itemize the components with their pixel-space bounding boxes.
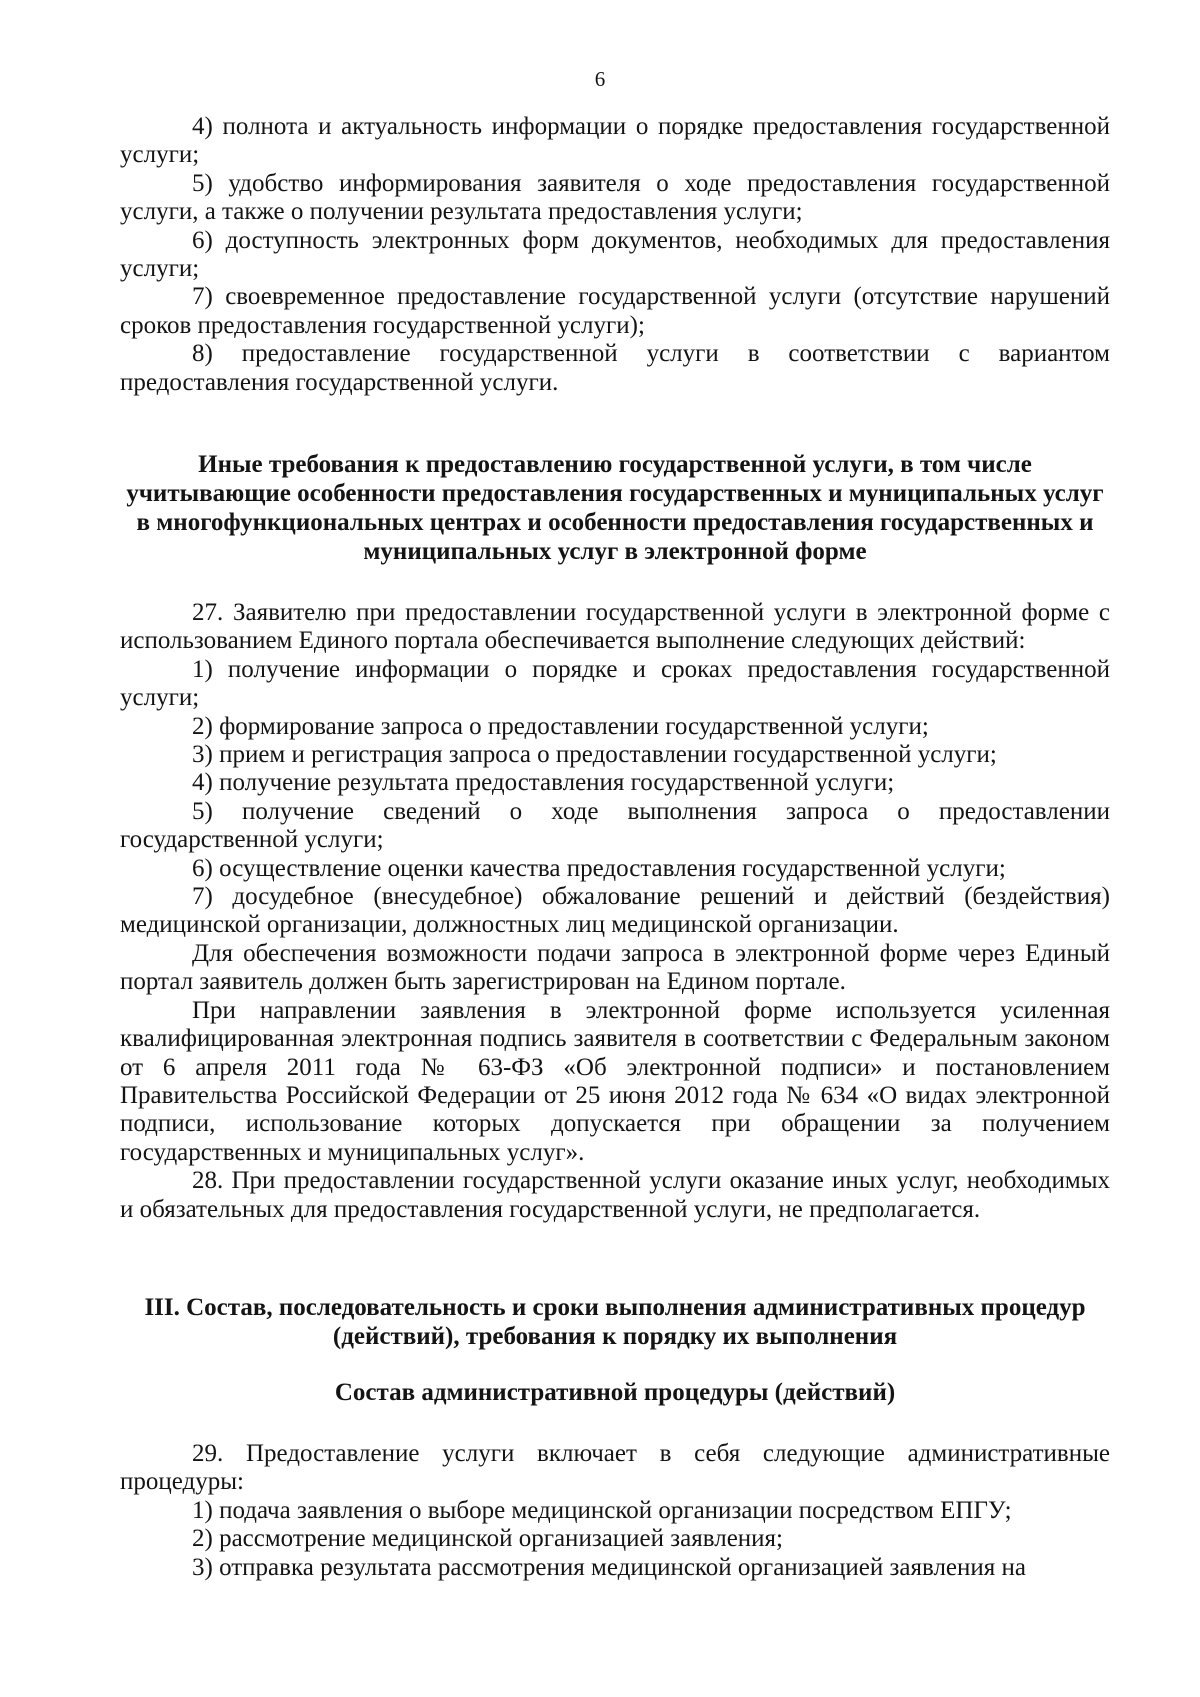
- paragraph: При направлении заявления в электронной форме используется усиленная квалифицированная электронная подпись заявителя в соответствии с Федеральным законом от 6 апреля 2011 года № 63-ФЗ «Об электронной подписи» и постановлением Правительства Российской Федерации от 25 июня 2012 года № 634 «О видах электронной подписи, использование которых допускается при обращении за получением государственных и муниципальных услуг».: [120, 996, 1110, 1166]
- page-number: 6: [594, 67, 606, 91]
- subsection-heading: Состав административной процедуры (действий): [334, 1379, 896, 1406]
- chapter-heading-iii: III. Состав, последовательность и сроки выполнения административных процедур (действий), требования к порядку их выполнения: [144, 1294, 1086, 1350]
- electronic-service-section: [120, 599, 1110, 1224]
- criteria-list: [120, 113, 1110, 397]
- paragraph: 7) своевременное предоставление государственной услуги (отсутствие нарушений сроков предоставления государственной услуги);: [120, 283, 1110, 339]
- paragraph: 5) получение сведений о ходе выполнения запроса о предоставлении государственной услуги;: [120, 797, 1110, 854]
- paragraph: Для обеспечения возможности подачи запроса в электронной форме через Единый портал заявитель должен быть зарегистрирован на Едином портале.: [120, 939, 1110, 996]
- paragraph: 1) получение информации о порядке и сроках предоставления государственной услуги;: [120, 655, 1110, 712]
- paragraph: 4) получение результата предоставления государственной услуги;: [192, 769, 895, 797]
- paragraph: 4) полнота и актуальность информации о порядке предоставления государственной услуги;: [120, 113, 1110, 169]
- paragraph: 7) досудебное (внесудебное) обжалование решений и действий (бездействия) медицинской организации, должностных лиц медицинской организации.: [120, 883, 1110, 939]
- paragraph: 27. Заявителю при предоставлении государственной услуги в электронной форме с использованием Единого портала обеспечивается выполнение следующих действий:: [120, 599, 1110, 655]
- paragraph: 8) предоставление государственной услуги в соответствии с вариантом предоставления государственной услуги.: [120, 340, 1110, 396]
- paragraph: 29. Предоставление услуги включает в себя следующие административные процедуры:: [120, 1440, 1110, 1496]
- paragraph: 6) осуществление оценки качества предоставления государственной услуги;: [192, 854, 1006, 882]
- section-heading-other-requirements: Иные требования к предоставлению государственной услуги, в том числе учитывающие особенности предоставления государственных и муниципальных услуг в многофункциональных центрах и особенности предоставления государственных и муниципальных услуг в электронной форме: [126, 451, 1104, 565]
- paragraph: 28. При предоставлении государственной услуги оказание иных услуг, необходимых и обязательных для предоставления государственной услуги, не предполагается.: [120, 1167, 1110, 1223]
- paragraph: 2) рассмотрение медицинской организацией заявления;: [192, 1525, 783, 1553]
- paragraph: 6) доступность электронных форм документов, необходимых для предоставления услуги;: [120, 226, 1110, 283]
- paragraph: 2) формирование запроса о предоставлении государственной услуги;: [192, 712, 929, 740]
- paragraph: 3) прием и регистрация запроса о предоставлении государственной услуги;: [192, 741, 997, 769]
- paragraph: 5) удобство информирования заявителя о ходе предоставления государственной услуги, а также о получении результата предоставления услуги;: [120, 169, 1110, 226]
- paragraph: 1) подача заявления о выборе медицинской организации посредством ЕПГУ;: [192, 1496, 1012, 1524]
- paragraph: 3) отправка результата рассмотрения медицинской организацией заявления на: [192, 1553, 1026, 1581]
- procedures-list: [120, 1440, 1110, 1582]
